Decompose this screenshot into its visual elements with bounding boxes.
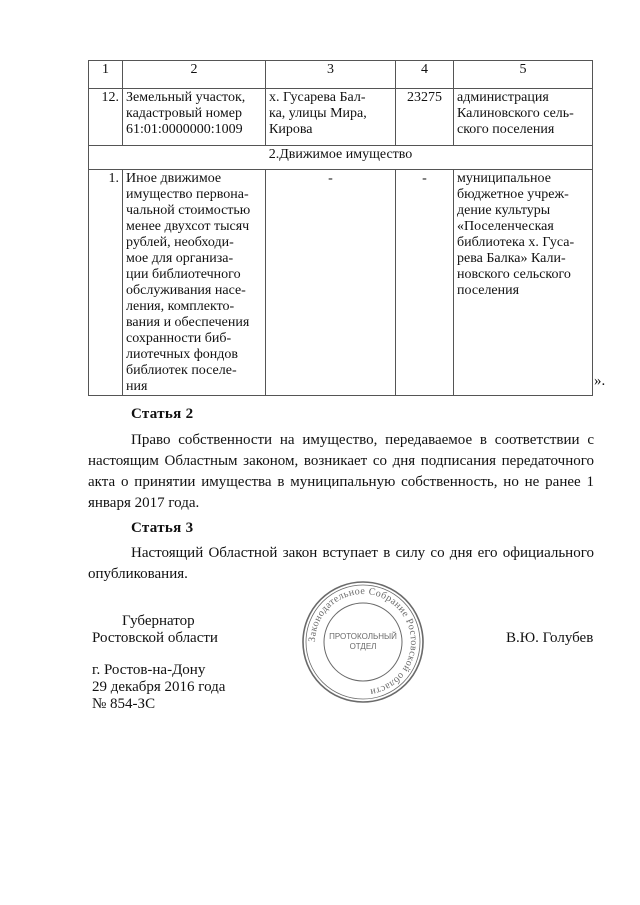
stamp-center-line1: ПРОТОКОЛЬНЫЙ <box>329 632 397 641</box>
property-value: 23275 <box>396 89 454 146</box>
article-3-title: Статья 3 <box>131 520 194 536</box>
signing-date: 29 декабря 2016 года <box>92 679 226 695</box>
closing-quote: ». <box>594 373 606 389</box>
stamp-ring-text: Законодательное Собрание Ростовской области <box>306 585 420 698</box>
section-title: 2.Движимое имущество <box>89 146 593 170</box>
table-row <box>89 170 593 396</box>
property-address: х. Гусарева Бал- ка, улицы Мира, Кирова <box>266 89 396 146</box>
article-2-title: Статья 2 <box>131 406 194 422</box>
table-header-row <box>89 61 593 89</box>
property-name: Земельный участок, кадастровый номер 61:01:0000000:1009 <box>123 89 266 146</box>
table-row <box>89 89 593 146</box>
article-2-body: Право собственности на имущество, передаваемое в соответствии с настоящим Областным законом, возникает со дня подписания передаточного акта о принятии имущества в муниципальную собственность, но не ранее 1 января 2017 года. <box>88 432 594 511</box>
property-value: - <box>396 170 454 396</box>
property-table <box>88 60 593 396</box>
law-number: № 854-ЗС <box>92 696 156 712</box>
column-header: 4 <box>396 61 454 89</box>
property-name: Иное движимое имущество первона- чальной стоимостью менее двухсот тысяч рублей, необходи- мое для организа- ции библиотечного обслуживания насе- ления, комплекто- вания и обеспечения сохранности биб- лиотечных фондов библиотек поселе- ния <box>123 170 266 396</box>
row-number: 12. <box>89 89 123 146</box>
article-3-body: Настоящий Областной закон вступает в силу со дня его официального опубликования. <box>88 545 594 582</box>
row-number: 1. <box>89 170 123 396</box>
column-header: 3 <box>266 61 396 89</box>
property-holder: администрация Калиновского сель- ского поселения <box>454 89 593 146</box>
stamp-center-line2: ОТДЕЛ <box>349 642 377 651</box>
column-header: 2 <box>123 61 266 89</box>
column-header: 5 <box>454 61 593 89</box>
section-row <box>89 146 593 170</box>
signatory-region: Ростовской области <box>92 630 218 646</box>
signatory-position: Губернатор <box>122 613 195 629</box>
official-stamp <box>301 580 425 704</box>
signing-place: г. Ростов-на-Дону <box>92 662 206 678</box>
property-holder: муниципальное бюджетное учреж- дение культуры «Поселенческая библиотека х. Гуса- рева Балка» Кали- новского сельского поселения <box>454 170 593 396</box>
column-header: 1 <box>89 61 123 89</box>
signatory-name: В.Ю. Голубев <box>506 630 594 646</box>
property-address: - <box>266 170 396 396</box>
